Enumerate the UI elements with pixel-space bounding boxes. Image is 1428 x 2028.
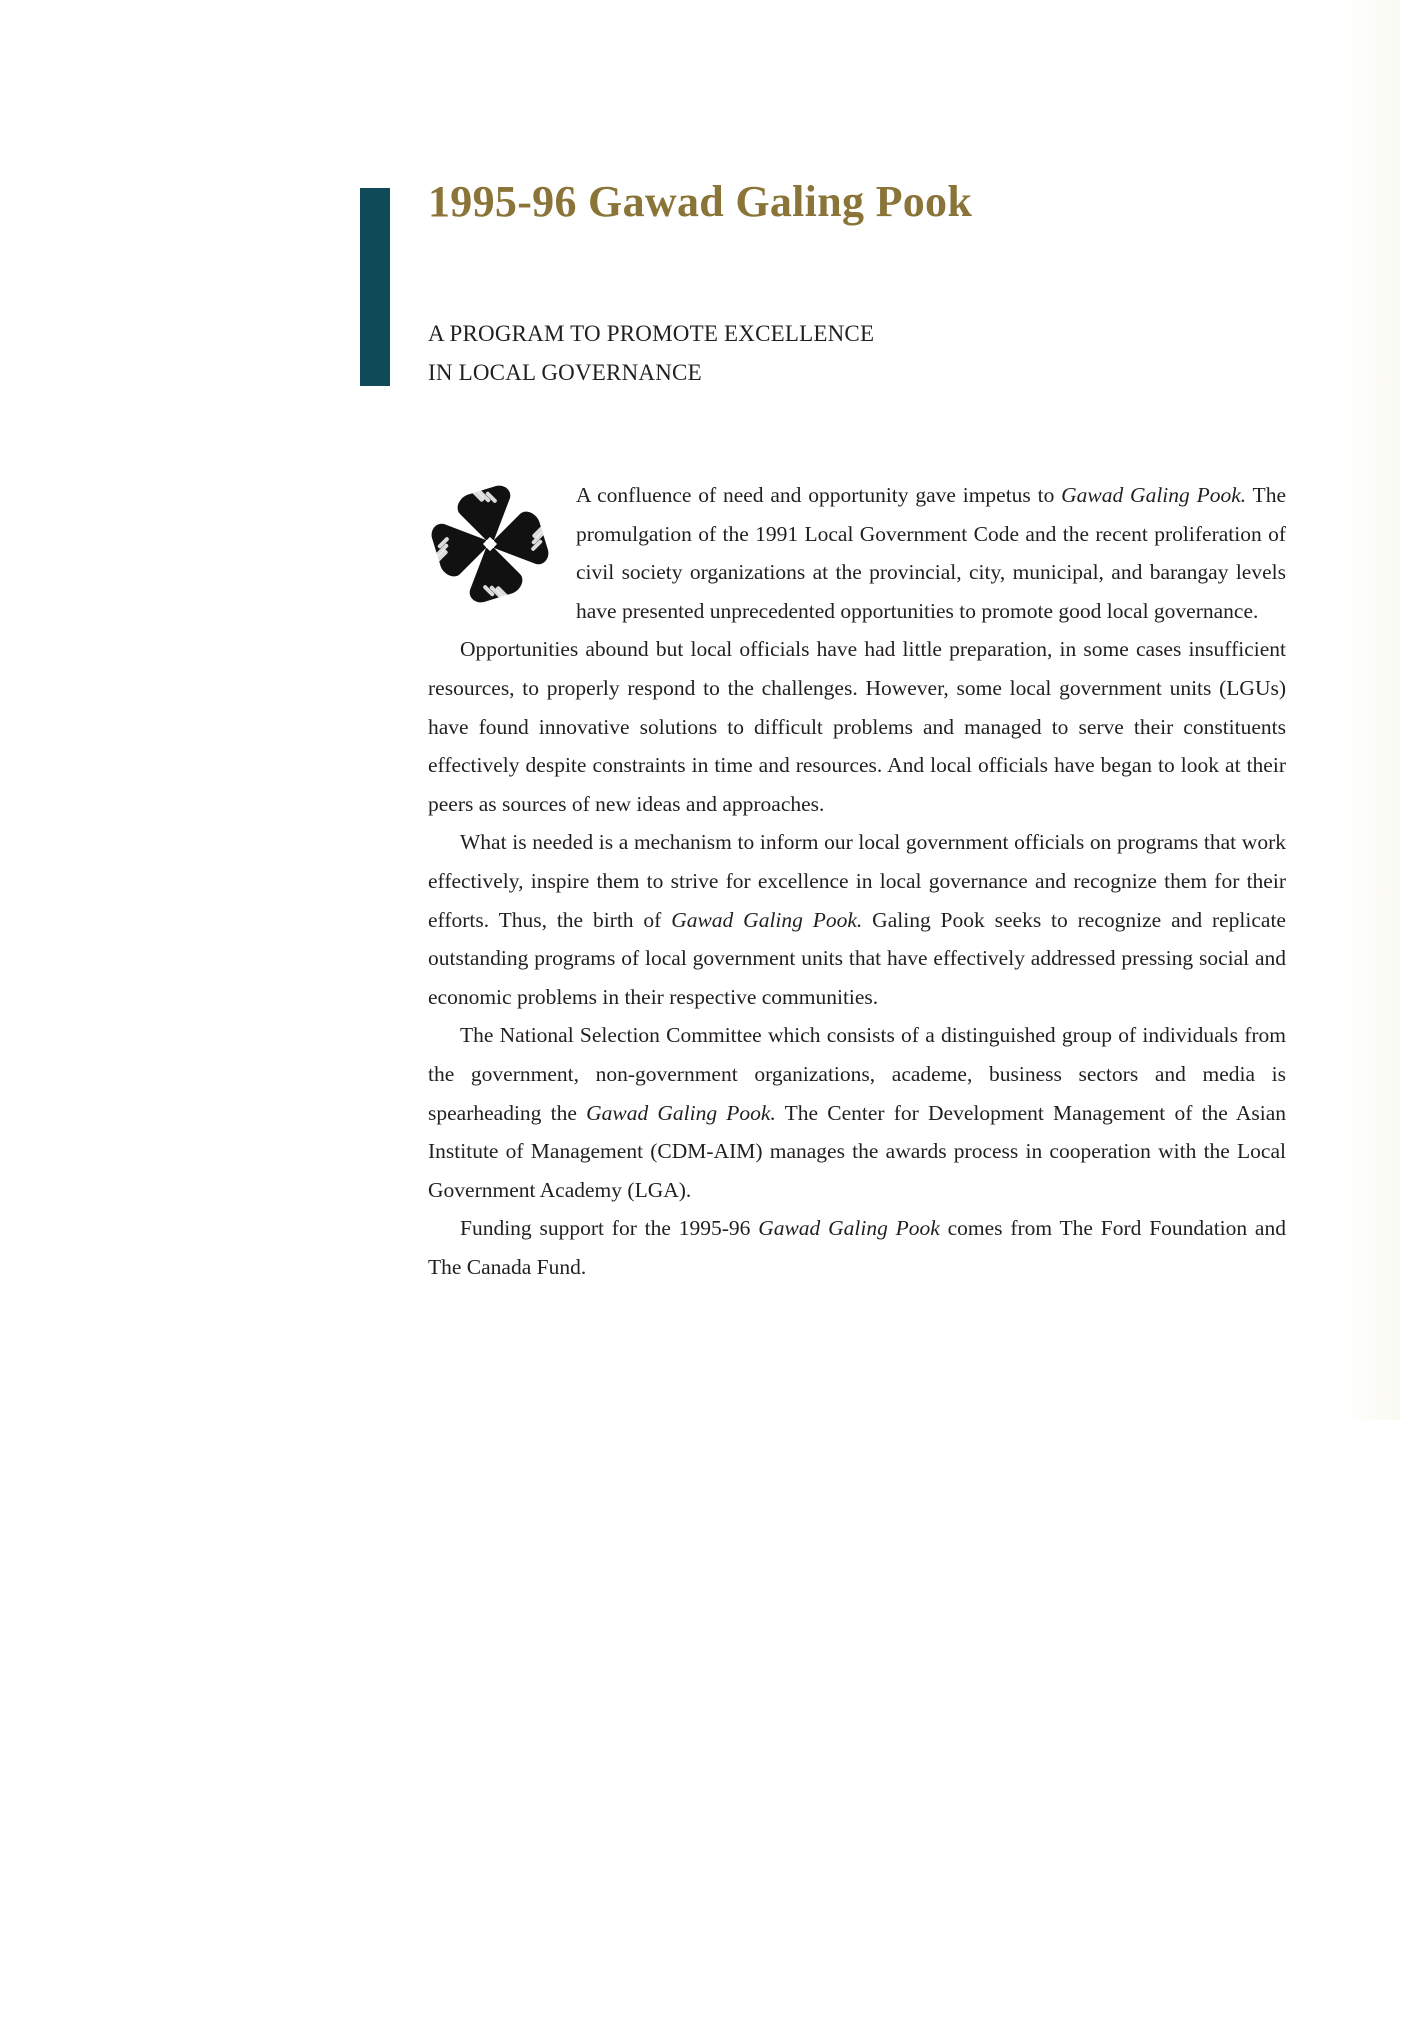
paragraph-5-italic: Gawad Galing Pook [758, 1216, 940, 1241]
paragraph-5-text: Funding support for the 1995-96 [460, 1216, 759, 1241]
paragraph-5 [428, 1209, 1286, 1286]
body-text [428, 476, 1286, 1286]
page-title: 1995-96 Gawad Galing Pook [428, 177, 973, 226]
accent-bar [360, 188, 390, 386]
paragraph-3-text: What is needed is a mechanism to inform our local government officials on programs that work effectively, inspire them to strive for excellence in local governance and recognize them for their efforts. Thus, the birth of [428, 830, 1286, 932]
paragraph-4 [428, 1016, 1286, 1209]
paragraph-4-text: The National Selection Committee which consists of a distinguished group of individuals from the government, non-government organizations, academe, business sectors and media is spearheading the [428, 1023, 1286, 1125]
subtitle-line-1: A PROGRAM TO PROMOTE EXCELLENCE [428, 321, 875, 346]
paragraph-4-italic: Gawad Galing Pook. [586, 1100, 776, 1125]
scan-edge-tint [1340, 0, 1400, 1420]
paragraph-1-italic: Gawad Galing Pook. [1061, 483, 1247, 507]
paragraph-2 [428, 630, 1286, 823]
subtitle [428, 314, 874, 392]
paragraph-5-text-cont: comes from The Ford Foundation and The Canada Fund. [428, 1216, 1286, 1279]
paragraph-2-text: Opportunities abound but local officials have had little preparation, in some cases insufficient resources, to properly respond to the challenges. However, some local government units (LGUs) have found innovative solutions to difficult problems and managed to serve their constituents effectively despite constraints in time and resources. And local officials have began to look at their peers as sources of new ideas and approaches. [428, 637, 1286, 816]
paragraph-1-text: A confluence of need and opportunity gave impetus to [576, 483, 1062, 507]
paragraph-1-text-cont: The promulgation of the 1991 Local Government Code and the recent proliferation of civil society organizations at the provincial, city, municipal, and barangay levels have presented unprecedented opportunities to promote good local governance. [576, 483, 1286, 623]
paragraph-3-italic: Gawad Galing Pook. [671, 907, 863, 932]
four-hands-diamond-icon [428, 482, 552, 606]
subtitle-line-2: IN LOCAL GOVERNANCE [428, 360, 702, 385]
paragraph-3-text-cont: Galing Pook seeks to recognize and replicate outstanding programs of local government units that have effectively addressed pressing social and economic problems in their respective communities. [428, 907, 1286, 1009]
paragraph-4-text-cont: The Center for Development Management of the Asian Institute of Management (CDM-AIM) manages the awards process in cooperation with the Local Government Academy (LGA). [428, 1100, 1287, 1202]
paragraph-3 [428, 823, 1286, 1016]
